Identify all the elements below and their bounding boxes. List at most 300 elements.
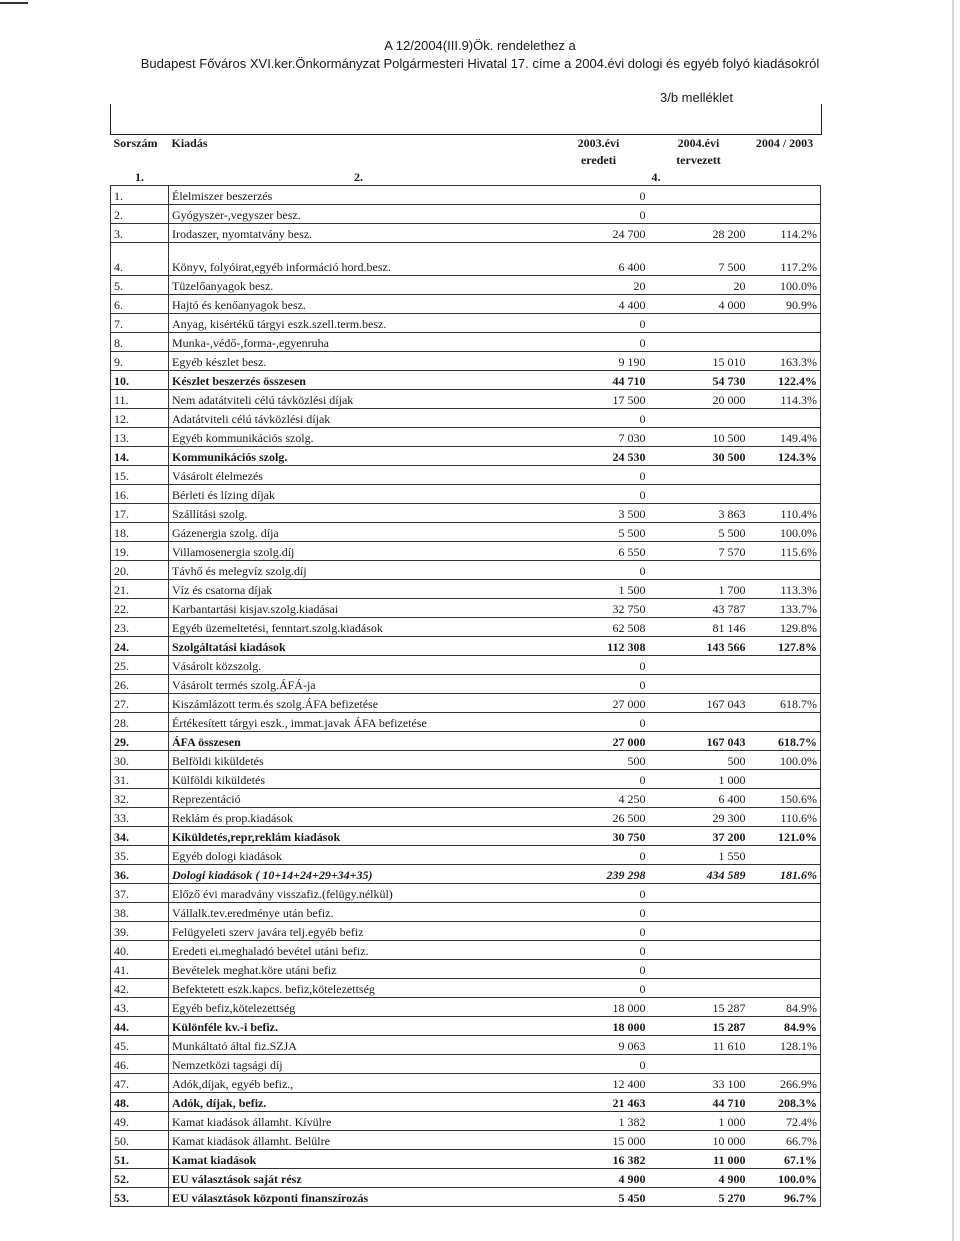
row-number: 53. [111, 1188, 169, 1207]
ratio-value: 84.9% [749, 1017, 821, 1036]
row-label: Kamat kiadások [169, 1150, 549, 1169]
ratio-value [749, 903, 821, 922]
table-row [111, 998, 821, 1017]
value-2004: 167 043 [649, 694, 749, 713]
row-number: 40. [111, 941, 169, 960]
value-2004: 54 730 [649, 371, 749, 390]
table-row [111, 808, 821, 827]
value-2003: 1 500 [549, 580, 649, 599]
row-number: 4. [111, 257, 169, 276]
row-label: Egyéb befiz,kötelezettség [169, 998, 549, 1017]
table-row [111, 1036, 821, 1055]
table-row [111, 447, 821, 466]
value-2004 [649, 713, 749, 732]
row-label: Anyag, kisértékű tárgyi eszk.szell.term.besz. [169, 314, 549, 333]
table-row [111, 751, 821, 770]
row-number: 32. [111, 789, 169, 808]
ratio-value [749, 314, 821, 333]
ratio-value: 208.3% [749, 1093, 821, 1112]
value-2004: 29 300 [649, 808, 749, 827]
scan-edge [952, 0, 954, 1241]
ratio-value: 72.4% [749, 1112, 821, 1131]
row-number: 1. [111, 186, 169, 205]
value-2003: 0 [549, 960, 649, 979]
row-number: 50. [111, 1131, 169, 1150]
header-row [111, 134, 821, 151]
row-number: 21. [111, 580, 169, 599]
row-number: 51. [111, 1150, 169, 1169]
table-row [111, 732, 821, 751]
value-2004: 434 589 [649, 865, 749, 884]
ratio-value: 117.2% [749, 257, 821, 276]
value-2004: 10 500 [649, 428, 749, 447]
value-2004: 44 710 [649, 1093, 749, 1112]
row-number: 49. [111, 1112, 169, 1131]
row-number: 35. [111, 846, 169, 865]
value-2003: 17 500 [549, 390, 649, 409]
value-2004: 20 000 [649, 390, 749, 409]
value-2003: 239 298 [549, 865, 649, 884]
row-label: Gyógyszer-,vegyszer besz. [169, 205, 549, 224]
row-label: Vásárolt termés szolg.ÁFÁ-ja [169, 675, 549, 694]
ratio-value: 163.3% [749, 352, 821, 371]
row-label: Előző évi maradvány visszafiz.(felügy.nélkül) [169, 884, 549, 903]
value-2004: 10 000 [649, 1131, 749, 1150]
value-2004: 5 270 [649, 1188, 749, 1207]
value-2003: 30 750 [549, 827, 649, 846]
row-label: Munka-,védő-,forma-,egyenruha [169, 333, 549, 352]
value-2004: 1 700 [649, 580, 749, 599]
ratio-value [749, 485, 821, 504]
document-reference: A 12/2004(III.9)Ök. rendelethez a [384, 38, 576, 53]
ratio-value [749, 979, 821, 998]
ratio-value [749, 884, 821, 903]
value-2004: 43 787 [649, 599, 749, 618]
value-2003: 0 [549, 466, 649, 485]
table-row [111, 428, 821, 447]
scan-mark [0, 2, 28, 4]
ratio-value: 127.8% [749, 637, 821, 656]
row-number: 13. [111, 428, 169, 447]
row-number: 20. [111, 561, 169, 580]
value-2003: 0 [549, 770, 649, 789]
value-2004: 7 570 [649, 542, 749, 561]
row-label: Adók, díjak, befiz. [169, 1093, 549, 1112]
row-number: 5. [111, 276, 169, 295]
col-number-2: 2. [169, 168, 549, 186]
row-label: Készlet beszerzés összesen [169, 371, 549, 390]
value-2004 [649, 922, 749, 941]
table-row [111, 580, 821, 599]
table-row [111, 789, 821, 808]
table-row [111, 827, 821, 846]
ratio-value: 66.7% [749, 1131, 821, 1150]
col-header-ratio: 2004 / 2003 [755, 136, 814, 150]
value-2004 [649, 485, 749, 504]
col-header-sorszam: Sorszám [113, 136, 158, 150]
ratio-value: 114.2% [749, 224, 821, 243]
col-subheader-tervezett: tervezett [676, 153, 721, 167]
ratio-value: 618.7% [749, 694, 821, 713]
column-numbering-row [111, 168, 821, 186]
row-number: 39. [111, 922, 169, 941]
value-2003: 9 190 [549, 352, 649, 371]
table-row [111, 1112, 821, 1131]
value-2004: 81 146 [649, 618, 749, 637]
value-2004: 37 200 [649, 827, 749, 846]
row-label: Reprezentáció [169, 789, 549, 808]
value-2004: 15 287 [649, 1017, 749, 1036]
table-row [111, 770, 821, 789]
value-2003: 0 [549, 903, 649, 922]
ratio-value: 133.7% [749, 599, 821, 618]
value-2003: 3 500 [549, 504, 649, 523]
value-2004 [649, 561, 749, 580]
ratio-value [749, 960, 821, 979]
ratio-value: 110.4% [749, 504, 821, 523]
row-number: 46. [111, 1055, 169, 1074]
ratio-value [749, 409, 821, 428]
value-2004: 20 [649, 276, 749, 295]
ratio-value: 266.9% [749, 1074, 821, 1093]
value-2003: 62 508 [549, 618, 649, 637]
row-label: Élelmiszer beszerzés [169, 186, 549, 205]
table-row [111, 466, 821, 485]
ratio-value: 128.1% [749, 1036, 821, 1055]
row-label: Egyéb kommunikációs szolg. [169, 428, 549, 447]
ratio-value: 115.6% [749, 542, 821, 561]
table-row [111, 523, 821, 542]
row-label: Kiküldetés,repr,reklám kiadások [169, 827, 549, 846]
row-number: 24. [111, 637, 169, 656]
table-row [111, 979, 821, 998]
row-label: Eredeti ei.meghaladó bevétel utáni befiz. [169, 941, 549, 960]
value-2003: 18 000 [549, 998, 649, 1017]
value-2004: 143 566 [649, 637, 749, 656]
table-row [111, 656, 821, 675]
table-row [111, 846, 821, 865]
row-number: 37. [111, 884, 169, 903]
value-2003: 0 [549, 656, 649, 675]
value-2003: 27 000 [549, 694, 649, 713]
value-2004: 4 900 [649, 1169, 749, 1188]
ratio-value: 122.4% [749, 371, 821, 390]
value-2003: 0 [549, 409, 649, 428]
value-2003: 0 [549, 333, 649, 352]
table-row [111, 694, 821, 713]
row-label: Dologi kiadások ( 10+14+24+29+34+35) [169, 865, 549, 884]
value-2003: 5 500 [549, 523, 649, 542]
table-row [111, 409, 821, 428]
table-row [111, 599, 821, 618]
value-2003: 20 [549, 276, 649, 295]
row-number: 25. [111, 656, 169, 675]
value-2004 [649, 314, 749, 333]
ratio-value: 100.0% [749, 751, 821, 770]
row-number: 44. [111, 1017, 169, 1036]
row-number: 15. [111, 466, 169, 485]
value-2003: 44 710 [549, 371, 649, 390]
row-number: 2. [111, 205, 169, 224]
row-number: 7. [111, 314, 169, 333]
value-2004 [649, 466, 749, 485]
table-row [111, 1074, 821, 1093]
value-2003: 21 463 [549, 1093, 649, 1112]
row-number: 19. [111, 542, 169, 561]
row-number: 11. [111, 390, 169, 409]
value-2003: 0 [549, 846, 649, 865]
ratio-value: 124.3% [749, 447, 821, 466]
row-label: Kamat kiadások államht. Belülre [169, 1131, 549, 1150]
value-2004: 30 500 [649, 447, 749, 466]
row-label: Villamosenergia szolg.díj [169, 542, 549, 561]
value-2003: 7 030 [549, 428, 649, 447]
row-label: Irodaszer, nyomtatvány besz. [169, 224, 549, 243]
value-2003: 4 250 [549, 789, 649, 808]
value-2004: 500 [649, 751, 749, 770]
row-number: 14. [111, 447, 169, 466]
row-label: Távhő és melegvíz szolg.díj [169, 561, 549, 580]
row-label: Bérleti és lízing díjak [169, 485, 549, 504]
value-2003: 0 [549, 713, 649, 732]
value-2003: 0 [549, 922, 649, 941]
value-2004 [649, 205, 749, 224]
table-row [111, 276, 821, 295]
table-row [111, 561, 821, 580]
value-2003: 32 750 [549, 599, 649, 618]
value-2004: 28 200 [649, 224, 749, 243]
row-number: 45. [111, 1036, 169, 1055]
ratio-value: 150.6% [749, 789, 821, 808]
table-row [111, 333, 821, 352]
row-label: Nem adatátviteli célú távközlési díjak [169, 390, 549, 409]
row-label: Nemzetközi tagsági díj [169, 1055, 549, 1074]
value-2003: 0 [549, 675, 649, 694]
table-row [111, 865, 821, 884]
value-2003: 5 450 [549, 1188, 649, 1207]
table-row [111, 352, 821, 371]
row-number: 18. [111, 523, 169, 542]
ratio-value: 181.6% [749, 865, 821, 884]
value-2003: 27 000 [549, 732, 649, 751]
row-label: Külföldi kiküldetés [169, 770, 549, 789]
table-row [111, 295, 821, 314]
row-number: 9. [111, 352, 169, 371]
expenditure-table [110, 134, 821, 1207]
row-label: Tüzelőanyagok besz. [169, 276, 549, 295]
row-label: Vásárolt közszolg. [169, 656, 549, 675]
annex-label: 3/b melléklet [660, 90, 733, 105]
value-2004: 7 500 [649, 257, 749, 276]
table-row [111, 922, 821, 941]
ratio-value: 121.0% [749, 827, 821, 846]
table-row [111, 371, 821, 390]
value-2003: 4 400 [549, 295, 649, 314]
value-2003: 0 [549, 1055, 649, 1074]
row-number: 33. [111, 808, 169, 827]
value-2004: 15 010 [649, 352, 749, 371]
value-2004: 1 000 [649, 1112, 749, 1131]
value-2003: 6 550 [549, 542, 649, 561]
value-2003: 12 400 [549, 1074, 649, 1093]
row-number: 52. [111, 1169, 169, 1188]
ratio-value [749, 922, 821, 941]
value-2004: 4 000 [649, 295, 749, 314]
value-2003: 0 [549, 941, 649, 960]
ratio-value: 90.9% [749, 295, 821, 314]
col-header-2004: 2004.évi [677, 136, 720, 150]
table-row [111, 675, 821, 694]
row-label: Vásárolt élelmezés [169, 466, 549, 485]
value-2003: 24 530 [549, 447, 649, 466]
row-number: 10. [111, 371, 169, 390]
value-2003: 15 000 [549, 1131, 649, 1150]
row-number: 28. [111, 713, 169, 732]
table-row [111, 257, 821, 276]
table-row [111, 205, 821, 224]
table-row [111, 960, 821, 979]
value-2004: 167 043 [649, 732, 749, 751]
col-subheader-eredeti: eredeti [580, 153, 617, 167]
value-2003: 0 [549, 205, 649, 224]
value-2003: 26 500 [549, 808, 649, 827]
row-label: Kommunikációs szolg. [169, 447, 549, 466]
table-row [111, 504, 821, 523]
value-2004: 5 500 [649, 523, 749, 542]
ratio-value: 100.0% [749, 523, 821, 542]
row-label: Szolgáltatási kiadások [169, 637, 549, 656]
table-row [111, 713, 821, 732]
value-2003: 500 [549, 751, 649, 770]
value-2004 [649, 409, 749, 428]
row-label: Belföldi kiküldetés [169, 751, 549, 770]
table-row [111, 390, 821, 409]
table-row [111, 224, 821, 243]
row-label: Egyéb dologi kiadások [169, 846, 549, 865]
value-2003: 6 400 [549, 257, 649, 276]
ratio-value [749, 186, 821, 205]
value-2003: 0 [549, 314, 649, 333]
row-number: 34. [111, 827, 169, 846]
value-2003: 1 382 [549, 1112, 649, 1131]
value-2003: 0 [549, 979, 649, 998]
value-2003: 112 308 [549, 637, 649, 656]
col-header-2003: 2003.évi [577, 136, 620, 150]
ratio-value [749, 656, 821, 675]
table-row [111, 1188, 821, 1207]
value-2003: 18 000 [549, 1017, 649, 1036]
row-label: Könyv, folyóirat,egyéb információ hord.besz. [169, 257, 549, 276]
table-row [111, 1017, 821, 1036]
table-row [111, 1055, 821, 1074]
document-title: Budapest Főváros XVI.ker.Önkormányzat Polgármesteri Hivatal 17. címe a 2004.évi dologi és egyéb folyó kiadásokról [140, 56, 820, 71]
value-2003: 9 063 [549, 1036, 649, 1055]
value-2003: 0 [549, 884, 649, 903]
value-2004 [649, 979, 749, 998]
value-2003: 4 900 [549, 1169, 649, 1188]
value-2004: 11 610 [649, 1036, 749, 1055]
value-2004: 11 000 [649, 1150, 749, 1169]
row-label: Befektetett eszk.kapcs. befiz,kötelezettség [169, 979, 549, 998]
ratio-value: 114.3% [749, 390, 821, 409]
row-number: 6. [111, 295, 169, 314]
row-label: Karbantartási kisjav.szolg.kiadásai [169, 599, 549, 618]
value-2004 [649, 656, 749, 675]
row-label: Reklám és prop.kiadások [169, 808, 549, 827]
spacer-row [111, 243, 821, 258]
ratio-value: 100.0% [749, 1169, 821, 1188]
row-number: 8. [111, 333, 169, 352]
row-label: EU választások központi finanszírozás [169, 1188, 549, 1207]
row-label: Bevételek meghat.köre utáni befiz [169, 960, 549, 979]
ratio-value [749, 466, 821, 485]
table-body [111, 134, 821, 1207]
value-2003: 16 382 [549, 1150, 649, 1169]
table-row [111, 542, 821, 561]
ratio-value: 84.9% [749, 998, 821, 1017]
ratio-value: 618.7% [749, 732, 821, 751]
row-label: Víz és csatorna díjak [169, 580, 549, 599]
ratio-value: 67.1% [749, 1150, 821, 1169]
row-number: 38. [111, 903, 169, 922]
ratio-value: 96.7% [749, 1188, 821, 1207]
table-row [111, 314, 821, 333]
value-2004: 15 287 [649, 998, 749, 1017]
row-number: 36. [111, 865, 169, 884]
ratio-value [749, 675, 821, 694]
ratio-value: 149.4% [749, 428, 821, 447]
row-label: Gázenergia szolg. díja [169, 523, 549, 542]
value-2003: 0 [549, 561, 649, 580]
table-row [111, 903, 821, 922]
value-2004 [649, 960, 749, 979]
value-2003: 0 [549, 186, 649, 205]
annex-frame [110, 104, 822, 135]
value-2004: 1 550 [649, 846, 749, 865]
row-label: Különféle kv.-i befiz. [169, 1017, 549, 1036]
value-2004: 1 000 [649, 770, 749, 789]
row-number: 43. [111, 998, 169, 1017]
table-row [111, 884, 821, 903]
ratio-value [749, 1055, 821, 1074]
ratio-value: 113.3% [749, 580, 821, 599]
table-row [111, 186, 821, 205]
table-row [111, 1131, 821, 1150]
row-number: 16. [111, 485, 169, 504]
table-row [111, 941, 821, 960]
ratio-value: 129.8% [749, 618, 821, 637]
value-2004 [649, 675, 749, 694]
value-2004 [649, 941, 749, 960]
row-number: 12. [111, 409, 169, 428]
row-number: 3. [111, 224, 169, 243]
row-label: Vállalk.tev.eredménye után befiz. [169, 903, 549, 922]
row-number: 30. [111, 751, 169, 770]
row-number: 31. [111, 770, 169, 789]
ratio-value [749, 846, 821, 865]
ratio-value [749, 713, 821, 732]
col-header-kiadas: Kiadás [171, 136, 208, 150]
row-label: Hajtó és kenőanyagok besz. [169, 295, 549, 314]
ratio-value: 110.6% [749, 808, 821, 827]
ratio-value [749, 333, 821, 352]
table-row [111, 1169, 821, 1188]
value-2003: 0 [549, 485, 649, 504]
row-number: 29. [111, 732, 169, 751]
row-label: Kamat kiadások államht. Kívülre [169, 1112, 549, 1131]
row-label: Szállítási szolg. [169, 504, 549, 523]
row-number: 23. [111, 618, 169, 637]
